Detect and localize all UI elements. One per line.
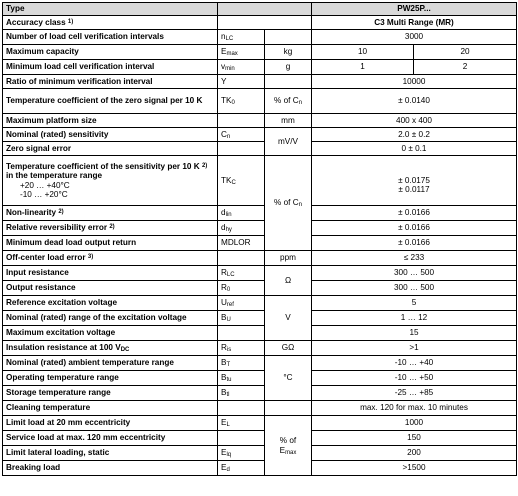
row-label: Breaking load	[3, 461, 218, 476]
row-label: Limit load at 20 mm eccentricity	[3, 416, 218, 431]
specification-table	[2, 2, 517, 476]
table-row	[3, 461, 517, 476]
table-row	[3, 281, 517, 296]
symbol: $E_L$	[218, 416, 265, 431]
footnote: 1)	[67, 18, 74, 25]
table-row	[3, 45, 517, 60]
value: >1500	[312, 461, 517, 476]
row-label: Storage temperature range	[3, 386, 218, 401]
table-row	[3, 266, 517, 281]
value: 400 x 400	[312, 114, 517, 128]
row-label: Temperature coefficient of the zero signal per 10 K	[3, 89, 218, 114]
symbol: $E_{lq}$	[218, 446, 265, 461]
unit: mm	[265, 114, 312, 128]
row-label: Nominal (rated) range of the excitation voltage	[3, 311, 218, 326]
value: ± 0.0140	[312, 89, 517, 114]
value: ± 0.0166	[312, 206, 517, 221]
value: 300 … 500	[312, 281, 517, 296]
table-row	[3, 60, 517, 75]
value: 200	[312, 446, 517, 461]
row-label: Minimum dead load output return	[3, 236, 218, 251]
table-row	[3, 446, 517, 461]
value: ± 0.0166	[312, 236, 517, 251]
value: 1	[312, 60, 414, 75]
unit: Ω	[265, 266, 312, 296]
unit: ppm	[265, 251, 312, 266]
unit: % of $C_n$	[265, 156, 312, 251]
table-row	[3, 128, 517, 142]
table-row	[3, 75, 517, 89]
value: 1000	[312, 416, 517, 431]
symbol: $d_{hy}$	[218, 221, 265, 236]
table-row	[3, 3, 517, 16]
value: >1	[312, 341, 517, 356]
type-label: Type	[3, 3, 218, 16]
symbol: $E_d$	[218, 461, 265, 476]
symbol: $TK_C$	[218, 156, 265, 206]
table-row	[3, 142, 517, 156]
table-row	[3, 114, 517, 128]
row-label: Relative reversibility error $^{2)}$	[3, 221, 218, 236]
table-row	[3, 236, 517, 251]
row-label: Service load at max. 120 mm eccentricity	[3, 431, 218, 446]
symbol: $C_n$	[218, 128, 265, 142]
value: 300 … 500	[312, 266, 517, 281]
table-row	[3, 311, 517, 326]
row-label: Limit lateral loading, static	[3, 446, 218, 461]
value: 20	[414, 45, 517, 60]
table-row	[3, 30, 517, 45]
symbol: $TK_0$	[218, 89, 265, 114]
symbol: $B_{tl}$	[218, 386, 265, 401]
range-1: +20 … +40°C	[20, 180, 70, 190]
symbol: $U_{ref}$	[218, 296, 265, 311]
value: 10000	[312, 75, 517, 89]
row-label: Output resistance	[3, 281, 218, 296]
value: ± 0.0175 ± 0.0117	[312, 156, 517, 206]
value: 2	[414, 60, 517, 75]
row-label: Nominal (rated) sensitivity	[3, 128, 218, 142]
value: 3000	[312, 30, 517, 45]
row-label: Cleaning temperature	[3, 401, 218, 416]
symbol: $E_{max}$	[218, 45, 265, 60]
table-row	[3, 16, 517, 30]
row-label: Number of load cell verification intervals	[3, 30, 218, 45]
symbol: $B_{tu}$	[218, 371, 265, 386]
table-row	[3, 326, 517, 341]
unit: V	[265, 296, 312, 341]
table-row	[3, 156, 517, 206]
row-label: Operating temperature range	[3, 371, 218, 386]
unit: kg	[265, 45, 312, 60]
symbol: $R_{is}$	[218, 341, 265, 356]
table-row	[3, 206, 517, 221]
table-row	[3, 386, 517, 401]
row-label: Off-center load error $^{3)}$	[3, 251, 218, 266]
value: 5	[312, 296, 517, 311]
table-row	[3, 371, 517, 386]
unit: g	[265, 60, 312, 75]
table-row	[3, 89, 517, 114]
symbol: $v_{min}$	[218, 60, 265, 75]
accuracy-label: Accuracy class	[6, 17, 66, 27]
range-2: -10 … +20°C	[20, 189, 68, 199]
row-label: Non-linearity $^{2)}$	[3, 206, 218, 221]
value: 1 … 12	[312, 311, 517, 326]
row-label: Nominal (rated) ambient temperature range	[3, 356, 218, 371]
value: -10 … +50	[312, 371, 517, 386]
table-row	[3, 296, 517, 311]
value: 15	[312, 326, 517, 341]
row-label: Maximum excitation voltage	[3, 326, 218, 341]
symbol: $B_U$	[218, 311, 265, 326]
unit: % of $E_{max}$	[265, 416, 312, 476]
table-row	[3, 221, 517, 236]
table-row	[3, 341, 517, 356]
value: ± 0.0166	[312, 221, 517, 236]
value: ≤ 233	[312, 251, 517, 266]
unit: °C	[265, 356, 312, 401]
table-row	[3, 416, 517, 431]
unit: % of $C_n$	[265, 89, 312, 114]
symbol: $n_{LC}$	[218, 30, 265, 45]
row-label: Insulation resistance at 100 $V_{DC}$	[3, 341, 218, 356]
type-value: PW25P...	[312, 3, 517, 16]
value: 2.0 ± 0.2	[312, 128, 517, 142]
value: 10	[312, 45, 414, 60]
row-label: Ratio of minimum verification interval	[3, 75, 218, 89]
row-label: Minimum load cell verification interval	[3, 60, 218, 75]
symbol: Y	[218, 75, 265, 89]
row-label: Input resistance	[3, 266, 218, 281]
table-row	[3, 356, 517, 371]
row-label: Reference excitation voltage	[3, 296, 218, 311]
value: 0 ± 0.1	[312, 142, 517, 156]
row-label: Maximum capacity	[3, 45, 218, 60]
unit: mV/V	[265, 128, 312, 156]
value: -10 … +40	[312, 356, 517, 371]
unit: GΩ	[265, 341, 312, 356]
table-row	[3, 401, 517, 416]
row-label: Maximum platform size	[3, 114, 218, 128]
accuracy-value: C3 Multi Range (MR)	[312, 16, 517, 30]
symbol: MDLOR	[218, 236, 265, 251]
row-label: Zero signal error	[3, 142, 218, 156]
symbol: $B_T$	[218, 356, 265, 371]
value: max. 120 for max. 10 minutes	[312, 401, 517, 416]
symbol: $d_{lin}$	[218, 206, 265, 221]
symbol: $R_{LC}$	[218, 266, 265, 281]
row-label: Temperature coefficient of the sensitivity per 10 K $^{2)}$ in the temperature range +20 … +40°C -10 … +20°C	[3, 156, 218, 206]
value: 150	[312, 431, 517, 446]
table-row	[3, 251, 517, 266]
table-row	[3, 431, 517, 446]
value: -25 … +85	[312, 386, 517, 401]
symbol: $R_0$	[218, 281, 265, 296]
